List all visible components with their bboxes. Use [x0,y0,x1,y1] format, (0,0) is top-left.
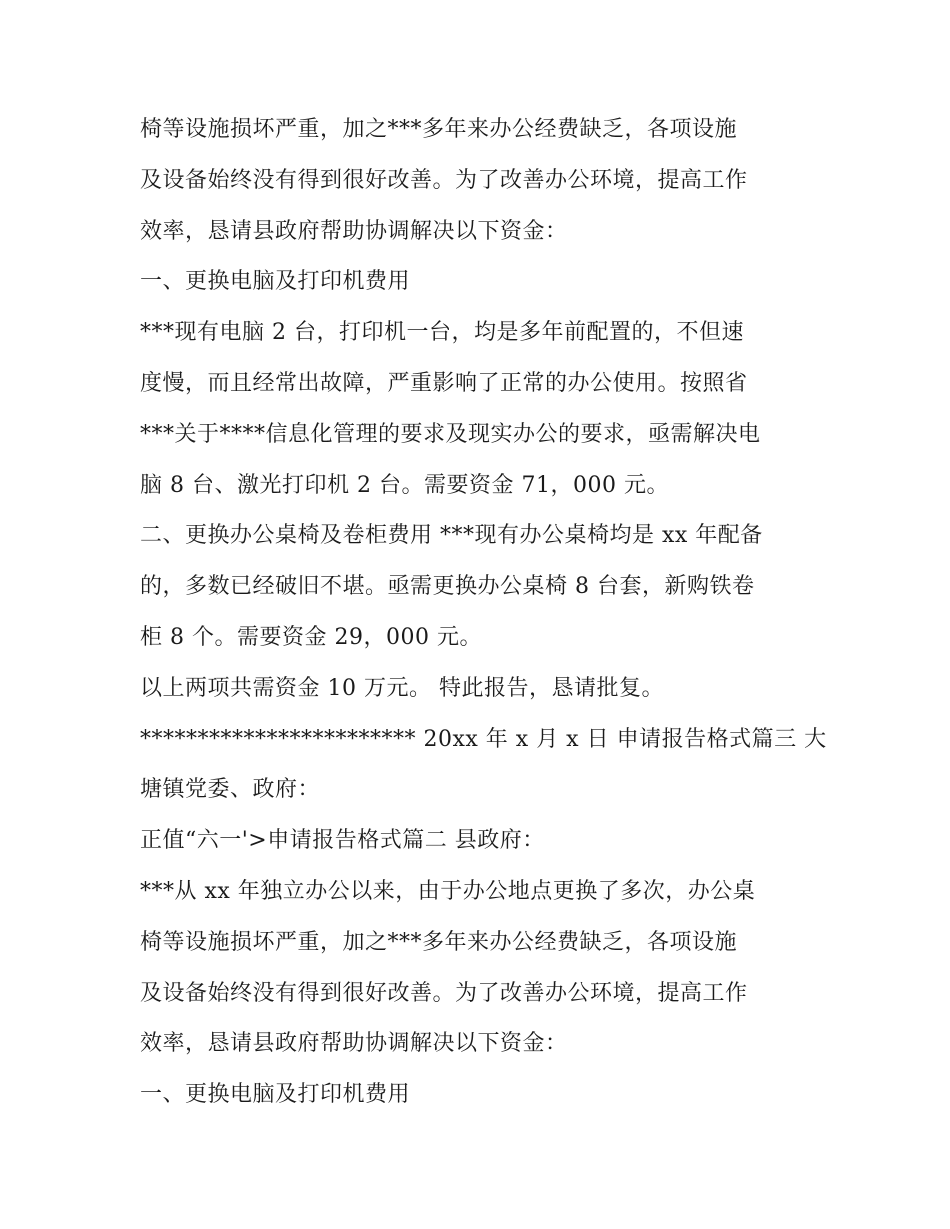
text-line-11: 柜 8 个。需要资金 29，000 元。 [140,624,482,650]
section-heading-furniture: 二、更换办公桌椅及卷柜费用 ***现有办公桌椅均是 xx 年配备 [140,523,763,549]
text-line-1: 椅等设施损坏严重，加之***多年来办公经费缺乏，各项设施 [140,117,738,142]
text-line-8: 脑 8 台、激光打印机 2 台。需要资金 71，000 元。 [140,472,669,498]
text-line-5: ***现有电脑 2 台，打印机一台，均是多年前配置的，不但速 [140,320,744,346]
text-line-2: 及设备始终没有得到很好改善。为了改善办公环境，提高工作 [140,167,748,193]
text-line-18: 及设备始终没有得到很好改善。为了改善办公环境，提高工作 [140,980,748,1006]
section-heading-computers: 一、更换电脑及打印机费用 [140,269,411,295]
text-line-3: 效率，恳请县政府帮助协调解决以下资金： [140,218,568,244]
text-line-17: 椅等设施损坏严重，加之***多年来办公经费缺乏，各项设施 [140,929,738,955]
text-line-15: 正值“六一'>申请报告格式篇二 县政府： [140,828,545,854]
section-heading-computers-repeat: 一、更换电脑及打印机费用 [140,1082,411,1108]
text-line-16: ***从 xx 年独立办公以来，由于办公地点更换了多次，办公桌 [140,878,756,904]
text-line-12: 以上两项共需资金 10 万元。 特此报告，恳请批复。 [140,675,664,701]
signature-date-line: ************************ 20xx 年 x 月 x 日 申请报告格式篇三 大 [140,726,827,752]
text-line-7: ***关于****信息化管理的要求及现实办公的要求，亟需解决电 [140,421,761,447]
text-line-19: 效率，恳请县政府帮助协调解决以下资金： [140,1031,568,1057]
text-line-6: 度慢，而且经常出故障，严重影响了正常的办公使用。按照省 [140,370,748,396]
text-line-10: 的，多数已经破旧不堪。亟需更换办公桌椅 8 台套，新购铁卷 [140,574,755,600]
text-line-14: 塘镇党委、政府： [140,777,321,803]
document-body [140,105,827,1121]
